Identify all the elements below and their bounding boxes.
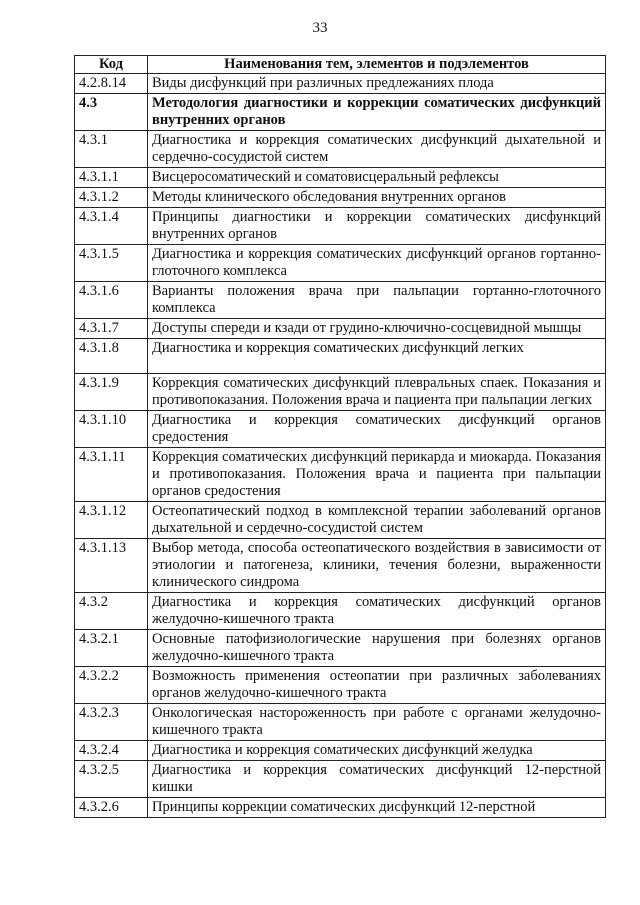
row-code: 4.3.1	[75, 131, 148, 168]
row-text: Диагностика и коррекция соматических дисфункций желудка	[148, 741, 606, 761]
row-code: 4.3.2.4	[75, 741, 148, 761]
table-row	[75, 761, 606, 798]
row-text: Диагностика и коррекция соматических дисфункций дыхательной и сердечно-сосудистой систем	[148, 131, 606, 168]
row-text: Методы клинического обследования внутренних органов	[148, 188, 606, 208]
row-text: Виды дисфункций при различных предлежаниях плода	[148, 74, 606, 94]
table-row	[75, 168, 606, 188]
row-text: Основные патофизиологические нарушения при болезнях органов желудочно-кишечного тракта	[148, 630, 606, 667]
row-code: 4.3.2.5	[75, 761, 148, 798]
row-code: 4.3.1.10	[75, 411, 148, 448]
table-row	[75, 667, 606, 704]
row-text: Диагностика и коррекция соматических дисфункций органов средостения	[148, 411, 606, 448]
table-row	[75, 245, 606, 282]
row-code: 4.3.1.8	[75, 339, 148, 374]
row-code: 4.3.1.11	[75, 448, 148, 502]
row-text: Принципы диагностики и коррекции соматических дисфункций внутренних органов	[148, 208, 606, 245]
row-text: Коррекция соматических дисфункций перикарда и миокарда. Показания и противопоказания. Положения врача и пациента при пальпации органов средостения	[148, 448, 606, 502]
table-row	[75, 448, 606, 502]
row-code: 4.3.1.12	[75, 502, 148, 539]
row-text: Выбор метода, способа остеопатического воздействия в зависимости от этиологии и патогенеза, клиники, течения болезни, выраженности клинического синдрома	[148, 539, 606, 593]
topics-table	[74, 55, 606, 818]
header-name: Наименования тем, элементов и подэлементов	[148, 56, 606, 74]
header-code: Код	[75, 56, 148, 74]
table-row	[75, 630, 606, 667]
table-row-section	[75, 94, 606, 131]
table-row	[75, 741, 606, 761]
row-code: 4.3.1.4	[75, 208, 148, 245]
row-code: 4.3.1.2	[75, 188, 148, 208]
table-row	[75, 74, 606, 94]
row-text: Диагностика и коррекция соматических дисфункций органов желудочно-кишечного тракта	[148, 593, 606, 630]
table-row	[75, 593, 606, 630]
row-code: 4.3.1.5	[75, 245, 148, 282]
table-row	[75, 704, 606, 741]
table-row	[75, 131, 606, 168]
row-text: Возможность применения остеопатии при различных заболеваниях органов желудочно-кишечного тракта	[148, 667, 606, 704]
table-row	[75, 411, 606, 448]
row-text: Доступы спереди и кзади от грудино-ключично-сосцевидной мышцы	[148, 319, 606, 339]
row-text: Диагностика и коррекция соматических дисфункций 12-перстной кишки	[148, 761, 606, 798]
table-row	[75, 188, 606, 208]
table-row	[75, 339, 606, 374]
row-code: 4.3.1.1	[75, 168, 148, 188]
table-row	[75, 282, 606, 319]
page-number: 33	[312, 20, 328, 36]
row-text: Остеопатический подход в комплексной терапии заболеваний органов дыхательной и сердечно-сосудистой систем	[148, 502, 606, 539]
row-text: Онкологическая настороженность при работе с органами желудочно-кишечного тракта	[148, 704, 606, 741]
row-code: 4.3.2.3	[75, 704, 148, 741]
row-text: Принципы коррекции соматических дисфункций 12-перстной	[148, 798, 606, 818]
row-code: 4.3.2.1	[75, 630, 148, 667]
table-row	[75, 798, 606, 818]
row-code: 4.3.2	[75, 593, 148, 630]
row-text: Методология диагностики и коррекции соматических дисфункций внутренних органов	[148, 94, 606, 131]
row-code: 4.3	[75, 94, 148, 131]
table-header-row	[75, 56, 606, 74]
row-code: 4.3.1.13	[75, 539, 148, 593]
row-code: 4.3.1.7	[75, 319, 148, 339]
row-text: Диагностика и коррекция соматических дисфункций легких	[148, 339, 606, 374]
table-row	[75, 374, 606, 411]
row-text: Варианты положения врача при пальпации гортанно-глоточного комплекса	[148, 282, 606, 319]
row-text: Висцеросоматический и соматовисцеральный рефлексы	[148, 168, 606, 188]
row-code: 4.3.1.6	[75, 282, 148, 319]
table-row	[75, 539, 606, 593]
row-code: 4.2.8.14	[75, 74, 148, 94]
row-text: Диагностика и коррекция соматических дисфункций органов гортанно-глоточного комплекса	[148, 245, 606, 282]
row-text: Коррекция соматических дисфункций плевральных спаек. Показания и противопоказания. Положения врача и пациента при пальпации легких	[148, 374, 606, 411]
table-row	[75, 502, 606, 539]
table-row	[75, 208, 606, 245]
row-code: 4.3.2.2	[75, 667, 148, 704]
row-code: 4.3.2.6	[75, 798, 148, 818]
table-row	[75, 319, 606, 339]
row-code: 4.3.1.9	[75, 374, 148, 411]
